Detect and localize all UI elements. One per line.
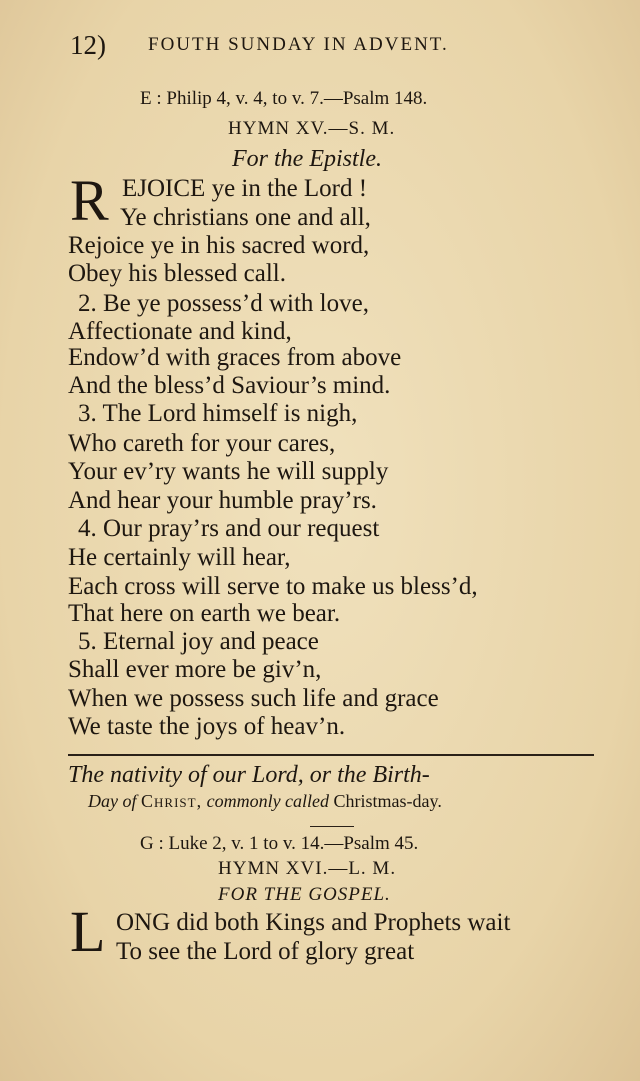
hymn-line: That here on earth we bear. <box>68 600 341 627</box>
hymn-first-line: EJOICE ye in the Lord ! <box>122 175 368 202</box>
hymn-line: And the bless’d Saviour’s mind. <box>68 372 391 399</box>
hymn-first-line: ONG did both Kings and Prophets wait <box>116 909 511 936</box>
short-divider <box>310 826 354 827</box>
feast-title-line1: The nativity of our Lord, or the Birth- <box>68 762 430 788</box>
hymn-title-xv: HYMN XV.—S. M. <box>228 118 396 139</box>
hymn-line: Ye christians one and all, <box>120 204 371 231</box>
hymn-title-xvi: HYMN XVI.—L. M. <box>218 858 397 879</box>
feast-title-line2 <box>88 791 442 812</box>
hymn-line: When we possess such life and grace <box>68 685 439 712</box>
feast-title-commonly-called: commonly called <box>206 791 330 811</box>
hymn-subtitle-gospel: FOR THE GOSPEL. <box>218 884 391 905</box>
hymn-line: To see the Lord of glory great <box>116 938 415 965</box>
feast-title-day-of: Day of <box>88 791 137 811</box>
hymn-line: Endow’d with graces from above <box>68 344 402 371</box>
hymn-line: And hear your humble pray’rs. <box>68 487 377 514</box>
hymn-line: Your ev’ry wants he will supply <box>68 458 389 485</box>
running-title: FOUTH SUNDAY IN ADVENT. <box>148 34 449 55</box>
hymn-line: Rejoice ye in his sacred word, <box>68 232 370 259</box>
drop-cap-l: L <box>70 899 106 964</box>
page-number: 12) <box>70 30 106 60</box>
hymn-verse-start: 5. Eternal joy and peace <box>78 628 319 655</box>
feast-title-christmas-day: Christmas-day. <box>333 791 442 811</box>
hymn-line: Obey his blessed call. <box>68 260 287 287</box>
hymn-subtitle-epistle: For the Epistle. <box>232 146 382 172</box>
hymn-verse-start: 2. Be ye possess’d with love, <box>78 290 369 317</box>
feast-title-christ: Christ, <box>141 791 203 811</box>
hymn-line: Who careth for your cares, <box>68 430 336 457</box>
hymn-line: We taste the joys of heav’n. <box>68 713 346 740</box>
hymn-line: Each cross will serve to make us bless’d, <box>68 573 478 600</box>
hymn-verse-start: 4. Our pray’rs and our request <box>78 515 380 542</box>
section-divider <box>68 754 594 756</box>
hymn-verse-start: 3. The Lord himself is nigh, <box>78 400 358 427</box>
scripture-reference-gospel: G : Luke 2, v. 1 to v. 14.—Psalm 45. <box>140 833 419 854</box>
hymn-line: Affectionate and kind, <box>68 318 292 345</box>
hymn-line: Shall ever more be giv’n, <box>68 656 322 683</box>
hymn-line: He certainly will hear, <box>68 544 291 571</box>
drop-cap-r: R <box>70 168 109 233</box>
scripture-reference-epistle: E : Philip 4, v. 4, to v. 7.—Psalm 148. <box>140 88 428 109</box>
